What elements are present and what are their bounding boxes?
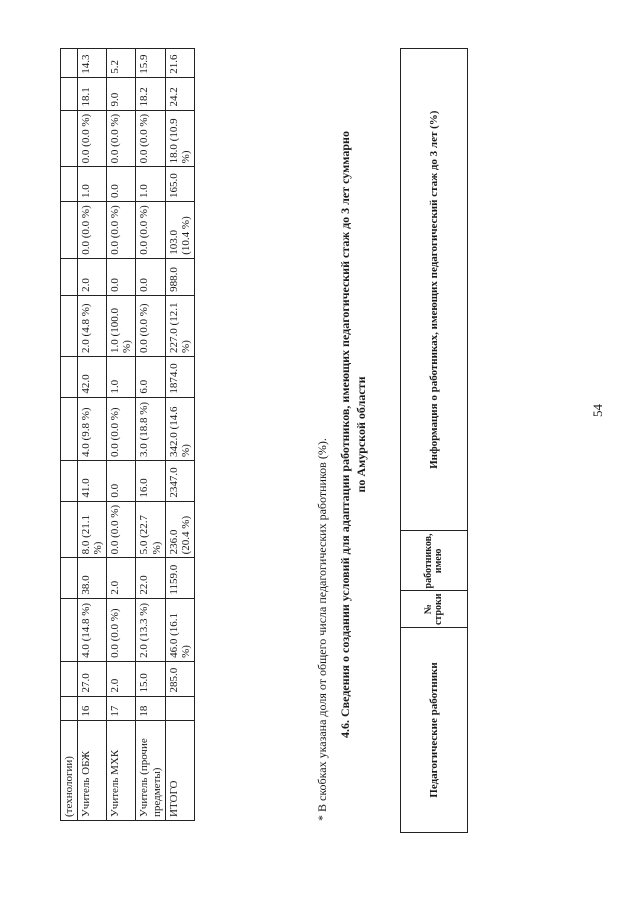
table-cell: 16 bbox=[78, 696, 107, 720]
section-title-line1: 4.6. Сведения о создании условий для адаптации работников, имеющих педагогический стаж до 3 лет суммарно bbox=[338, 131, 352, 738]
table-cell: 0.0 (0.0 %) bbox=[78, 110, 107, 167]
table-cell bbox=[61, 598, 78, 661]
table-cell: 2347.0 bbox=[165, 460, 194, 501]
table-cell bbox=[61, 49, 78, 78]
header-cell-info: Информация о работниках, имеющих педагогический стаж до 3 лет (%) bbox=[401, 49, 468, 531]
table-cell bbox=[61, 356, 78, 397]
row-label-cell: Учитель ОБЖ bbox=[78, 720, 107, 820]
footnote: * В скобках указана доля от общего числа педагогических работников (%). bbox=[315, 438, 329, 821]
table-cell: 0.0 (0.0 %) bbox=[107, 501, 136, 558]
table-cell bbox=[61, 295, 78, 356]
table-cell: 15.0 bbox=[136, 661, 165, 696]
table-cell bbox=[61, 258, 78, 295]
table-row bbox=[136, 49, 165, 821]
table-cell: 0.0 (0.0 %) bbox=[136, 295, 165, 356]
table-cell: 2.0 bbox=[107, 558, 136, 598]
table-cell: 4.0 (14.8 %) bbox=[78, 598, 107, 661]
table-cell bbox=[61, 501, 78, 558]
table-cell: 227.0 (12.1 %) bbox=[165, 295, 194, 356]
table-cell bbox=[61, 397, 78, 460]
table-cell: 1874.0 bbox=[165, 356, 194, 397]
table-row bbox=[61, 49, 78, 821]
row-label-cell: Учитель (прочие предметы) bbox=[136, 720, 165, 820]
table-cell: 0.0 (0.0 %) bbox=[136, 201, 165, 258]
table-cell bbox=[61, 696, 78, 720]
table-cell: 285.0 bbox=[165, 661, 194, 696]
table-cell: 3.0 (18.8 %) bbox=[136, 397, 165, 460]
table-cell bbox=[61, 167, 78, 202]
table-cell: 18.0 (10.9 %) bbox=[165, 110, 194, 167]
table-cell: 1.0 bbox=[78, 167, 107, 202]
table-row bbox=[107, 49, 136, 821]
table-cell: 0.0 bbox=[107, 167, 136, 202]
table-cell: 2.0 bbox=[107, 661, 136, 696]
table-row bbox=[78, 49, 107, 821]
table-cell: 2.0 (4.8 %) bbox=[78, 295, 107, 356]
table-cell: 42.0 bbox=[78, 356, 107, 397]
table-cell: 103.0 (10.4 %) bbox=[165, 201, 194, 258]
table-cell: 2.0 (13.3 %) bbox=[136, 598, 165, 661]
adaptation-table-header bbox=[400, 48, 468, 833]
table-cell: 1159.0 bbox=[165, 558, 194, 598]
page-number: 54 bbox=[590, 404, 605, 417]
table-cell: 2.0 bbox=[78, 258, 107, 295]
header-cell-row-number: № строки bbox=[401, 591, 468, 628]
table-cell: 165.0 bbox=[165, 167, 194, 202]
table-cell: 0.0 (0.0 %) bbox=[107, 598, 136, 661]
table-cell: 18 bbox=[136, 696, 165, 720]
header-cell-workers: Педагогические работники bbox=[401, 628, 468, 833]
table-cell: 16.0 bbox=[136, 460, 165, 501]
table-cell bbox=[61, 110, 78, 167]
table-cell: 236.0 (20.4 %) bbox=[165, 501, 194, 558]
table-cell: 9.0 bbox=[107, 77, 136, 110]
table-cell: 21.6 bbox=[165, 49, 194, 78]
table-cell bbox=[61, 661, 78, 696]
table-cell: 0.0 (0.0 %) bbox=[107, 110, 136, 167]
table-cell: 0.0 (0.0 %) bbox=[136, 110, 165, 167]
table-cell: 18.1 bbox=[78, 77, 107, 110]
section-heading bbox=[338, 48, 369, 821]
table-cell: 1.0 (100.0 %) bbox=[107, 295, 136, 356]
table-cell: 0.0 (0.0 %) bbox=[107, 201, 136, 258]
table-cell: 1.0 bbox=[136, 167, 165, 202]
table-cell: 8.0 (21.1 %) bbox=[78, 501, 107, 558]
table-cell: 1.0 bbox=[107, 356, 136, 397]
row-label-cell: (технологии) bbox=[61, 720, 78, 820]
table-cell: 38.0 bbox=[78, 558, 107, 598]
table-cell: 0.0 bbox=[107, 258, 136, 295]
table-cell bbox=[165, 696, 194, 720]
table-cell bbox=[61, 201, 78, 258]
table-cell: 0.0 (0.0 %) bbox=[78, 201, 107, 258]
row-label-cell: ИТОГО bbox=[165, 720, 194, 820]
table-cell: 0.0 bbox=[136, 258, 165, 295]
table-cell: 46.0 (16.1 %) bbox=[165, 598, 194, 661]
table-cell: 0.0 (0.0 %) bbox=[107, 397, 136, 460]
table-cell bbox=[61, 460, 78, 501]
table-cell: 15.9 bbox=[136, 49, 165, 78]
table-cell: 27.0 bbox=[78, 661, 107, 696]
table-cell: 41.0 bbox=[78, 460, 107, 501]
table-cell: 4.0 (9.8 %) bbox=[78, 397, 107, 460]
table-cell: 0.0 bbox=[107, 460, 136, 501]
table-cell: 988.0 bbox=[165, 258, 194, 295]
table-cell: 17 bbox=[107, 696, 136, 720]
section-title-line2: по Амурской области bbox=[353, 376, 368, 493]
table-cell: 14.3 bbox=[78, 49, 107, 78]
table-cell: 22.0 bbox=[136, 558, 165, 598]
table-cell: 5.0 (22.7 %) bbox=[136, 501, 165, 558]
table-cell: 6.0 bbox=[136, 356, 165, 397]
row-label-cell: Учитель МХК bbox=[107, 720, 136, 820]
table-cell bbox=[61, 77, 78, 110]
table-cell: 342.0 (14.6 %) bbox=[165, 397, 194, 460]
header-cell-count: работников, имею bbox=[401, 531, 468, 591]
table-cell: 24.2 bbox=[165, 77, 194, 110]
table-row bbox=[165, 49, 194, 821]
table-cell bbox=[61, 558, 78, 598]
staff-table bbox=[60, 48, 195, 821]
table-cell: 5.2 bbox=[107, 49, 136, 78]
table-cell: 18.2 bbox=[136, 77, 165, 110]
